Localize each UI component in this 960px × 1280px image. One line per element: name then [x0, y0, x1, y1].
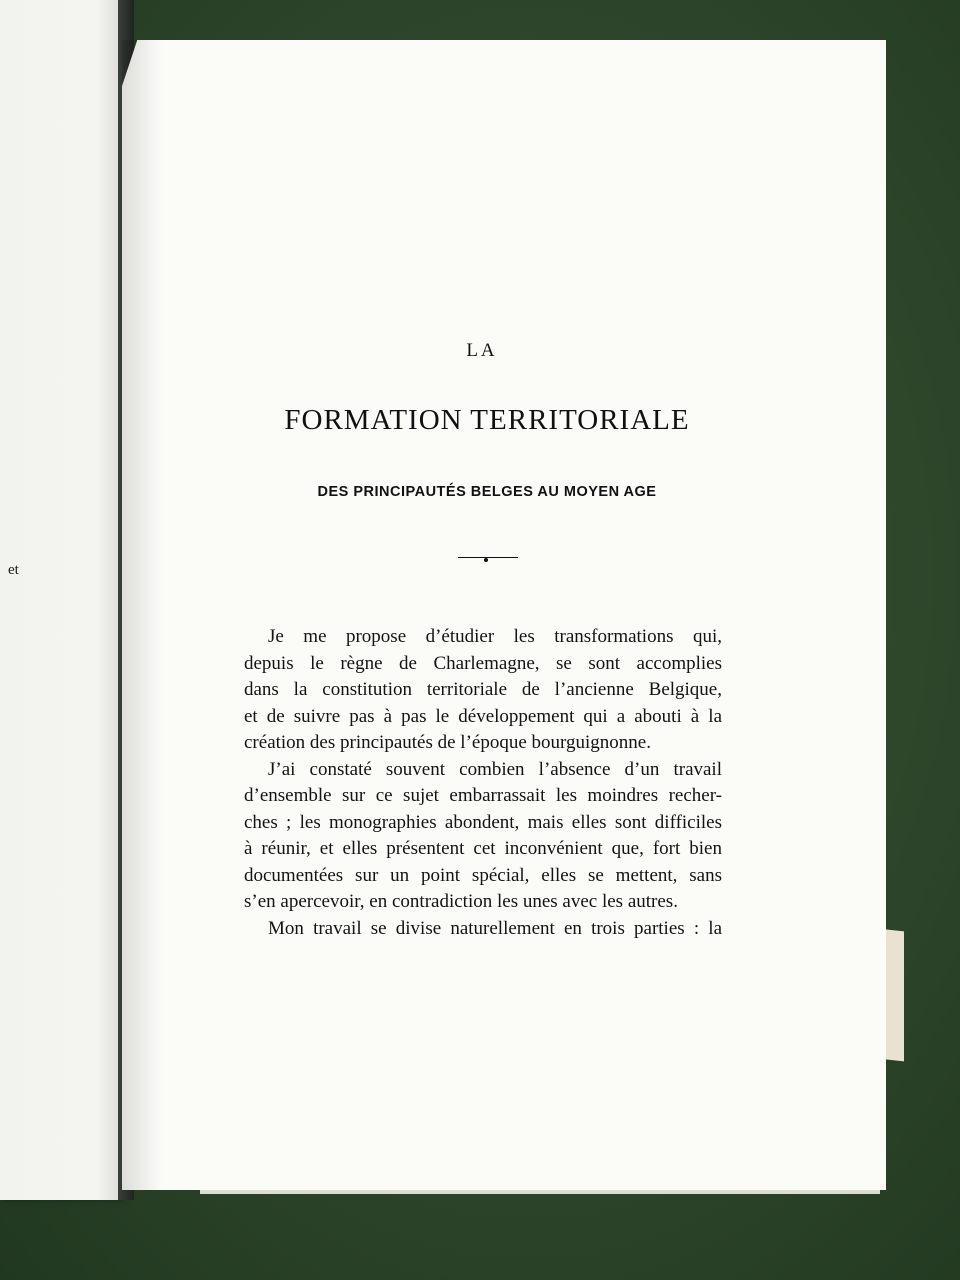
left-page-word: et — [8, 562, 19, 578]
page-title: FORMATION TERRITORIALE — [284, 404, 690, 436]
text-line: depuis le règne de Charlemagne, se sont accomplies — [244, 652, 722, 674]
text-line: à réunir, et elles présentent cet inconvénient que, fort bien — [244, 838, 722, 859]
body-text — [244, 624, 722, 942]
gutter-shadow — [122, 40, 162, 1190]
text-line: et de suivre pas à pas le développement qui a abouti à la — [244, 705, 722, 727]
text-line: ches ; les monographies abondent, mais elles sont difficiles — [244, 811, 722, 833]
text-line: documentées sur un point spécial, elles se mettent, sans — [244, 864, 722, 886]
ornamental-rule-dot — [484, 558, 488, 562]
text-line: dans la constitution territoriale de l’ancienne Belgique, — [244, 679, 722, 700]
text-line: d’ensemble sur ce sujet embarrassait les moindres recher- — [244, 785, 722, 806]
ornamental-rule — [458, 557, 518, 558]
text-line: Mon travail se divise naturellement en trois parties : la — [268, 917, 722, 939]
text-line: Je me propose d’étudier les transformations qui, — [268, 626, 722, 647]
right-page — [122, 40, 886, 1190]
title-article: LA — [466, 340, 498, 361]
left-page — [0, 0, 122, 1200]
text-line: création des principautés de l’époque bourguignonne. — [244, 732, 651, 753]
text-line: J’ai constaté souvent combien l’absence d’un travail — [268, 758, 722, 780]
text-line: s’en apercevoir, en contradiction les unes avec les autres. — [244, 891, 678, 912]
page-subtitle: DES PRINCIPAUTÉS BELGES AU MOYEN AGE — [317, 484, 657, 500]
